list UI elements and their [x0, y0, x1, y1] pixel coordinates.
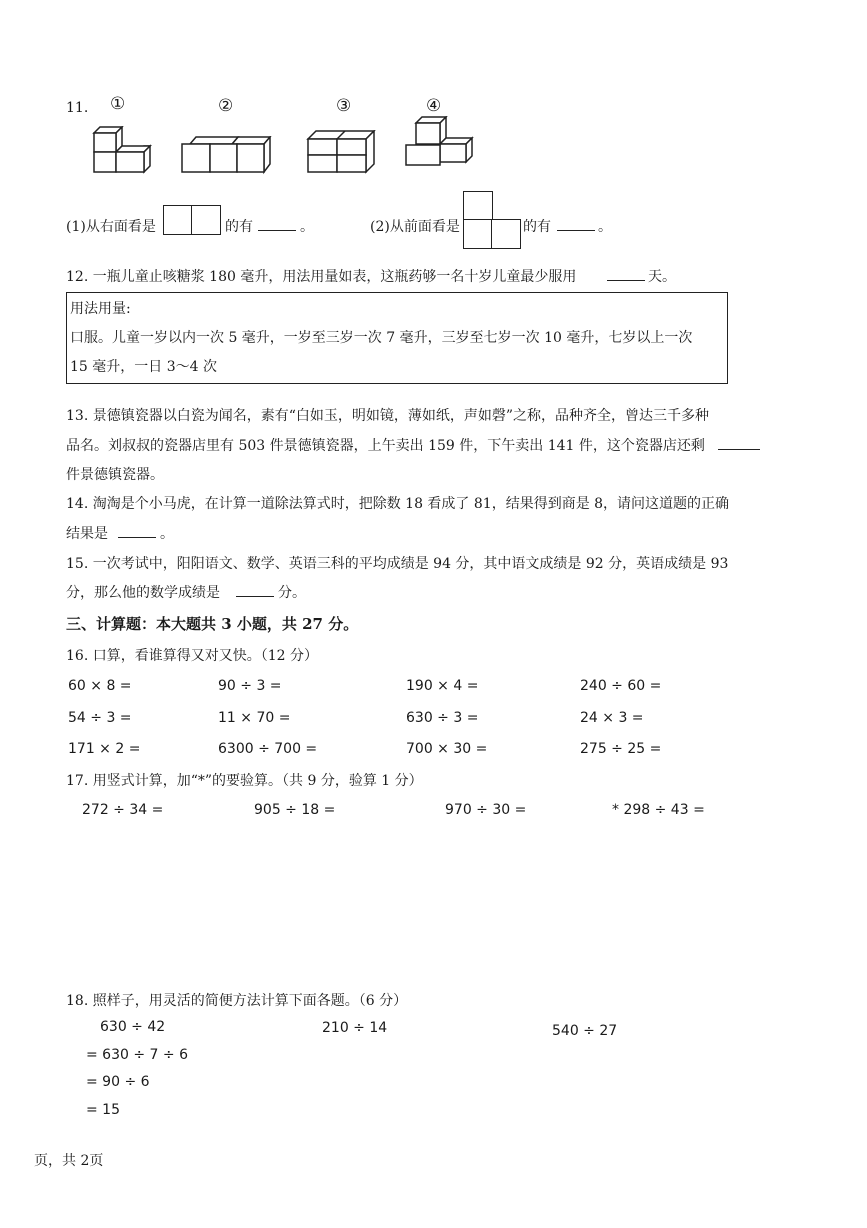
oral-calc-r2c2: 11 × 70 = [218, 710, 291, 726]
q11-part2-end: 。 [598, 219, 612, 235]
q14-line-1: 14. 淘淘是个小马虎，在计算一道除法算式时，把除数 18 看成了 81，结果得到商是 8，请问这道题的正确 [66, 496, 730, 512]
example-step-2: = 630 ÷ 7 ÷ 6 [86, 1047, 188, 1063]
q14-line-2: 结果是 [66, 526, 108, 542]
q12-end: 天。 [648, 269, 676, 285]
q13-line-2: 品名。刘叔叔的瓷器店里有 503 件景德镇瓷器，上午卖出 159 件，下午卖出 141 件，这个瓷器店还剩 [66, 438, 705, 454]
q11-label-2: ② [218, 96, 234, 116]
oral-calc-r3c4: 275 ÷ 25 = [580, 741, 662, 757]
q15-line-2: 分，那么他的数学成绩是 [66, 585, 220, 601]
q11-part2-prefix: (2)从前面看是 [370, 219, 460, 235]
vertical-calc-4: * 298 ÷ 43 = [612, 802, 705, 818]
q11-part1-end: 。 [300, 219, 314, 235]
q18-title: 18. 照样子，用灵活的简便方法计算下面各题。（6 分） [66, 993, 408, 1009]
oral-calc-r3c2: 6300 ÷ 700 = [218, 741, 318, 757]
example-step-4: = 15 [86, 1102, 120, 1118]
vertical-calc-1: 272 ÷ 34 = [82, 802, 164, 818]
q11-part1-prefix: (1)从右面看是 [66, 219, 156, 235]
q14-blank[interactable] [118, 523, 156, 542]
oral-calc-r2c4: 24 × 3 = [580, 710, 644, 726]
simplify-calc-1: 210 ÷ 14 [322, 1020, 388, 1036]
oral-calc-r3c3: 700 × 30 = [406, 741, 488, 757]
example-step-1: 630 ÷ 42 [100, 1019, 166, 1035]
simplify-calc-2: 540 ÷ 27 [552, 1023, 618, 1039]
usage-line-1: 口服。儿童一岁以内一次 5 毫升，一岁至三岁一次 7 毫升，三岁至七岁一次 10 毫升，七岁以上一次 [70, 330, 693, 346]
q11-part2-blank[interactable] [557, 216, 595, 235]
q11-part1-suffix: 的有 [225, 219, 253, 235]
q11-label-4: ④ [426, 96, 442, 116]
usage-title: 用法用量: [70, 301, 131, 317]
cube-figure-3 [304, 130, 380, 178]
section-3-title: 三、计算题：本大题共 3 小题，共 27 分。 [66, 615, 359, 633]
q13-line-1: 13. 景德镇瓷器以白瓷为闻名，素有“白如玉，明如镜，薄如纸，声如磬”之称，品种齐全，曾达三千多种 [66, 408, 710, 424]
example-step-3: = 90 ÷ 6 [86, 1074, 150, 1090]
cube-figure-2 [180, 136, 276, 178]
oral-calc-r1c4: 240 ÷ 60 = [580, 678, 662, 694]
oral-calc-r1c3: 190 × 4 = [406, 678, 479, 694]
oral-calc-r2c1: 54 ÷ 3 = [68, 710, 132, 726]
cube-figure-4 [402, 116, 478, 180]
oral-calc-r2c3: 630 ÷ 3 = [406, 710, 479, 726]
q15-line-1: 15. 一次考试中，阳阳语文、数学、英语三科的平均成绩是 94 分，其中语文成绩是 92 分，英语成绩是 93 [66, 556, 729, 572]
vertical-calc-2: 905 ÷ 18 = [254, 802, 336, 818]
oral-calc-r1c2: 90 ÷ 3 = [218, 678, 282, 694]
front-view-shape [463, 191, 521, 249]
q13-blank[interactable] [718, 435, 760, 454]
q15-blank[interactable] [236, 582, 274, 601]
q12-text: 12. 一瓶儿童止咳糖浆 180 毫升，用法用量如表，这瓶药够一名十岁儿童最少服用 [66, 269, 577, 285]
q17-title: 17. 用竖式计算，加“*”的要验算。（共 9 分，验算 1 分） [66, 773, 423, 789]
usage-line-2: 15 毫升，一日 3～4 次 [70, 359, 217, 375]
q13-line-3: 件景德镇瓷器。 [66, 467, 164, 483]
q15-end: 分。 [278, 585, 306, 601]
q11-label-3: ③ [336, 96, 352, 116]
oral-calc-r3c1: 171 × 2 = [68, 741, 141, 757]
right-view-shape [163, 205, 221, 235]
q11-part1-blank[interactable] [258, 216, 296, 235]
page-footer: 页，共 2页 [34, 1153, 104, 1169]
q14-end: 。 [160, 526, 174, 542]
q11-number: 11. [66, 100, 89, 116]
q11-part2-suffix: 的有 [523, 219, 551, 235]
vertical-calc-3: 970 ÷ 30 = [445, 802, 527, 818]
oral-calc-r1c1: 60 × 8 = [68, 678, 132, 694]
q11-label-1: ① [110, 94, 126, 114]
q12-blank[interactable] [607, 266, 645, 285]
q16-title: 16. 口算，看谁算得又对又快。（12 分） [66, 648, 318, 664]
cube-figure-1 [88, 126, 158, 178]
